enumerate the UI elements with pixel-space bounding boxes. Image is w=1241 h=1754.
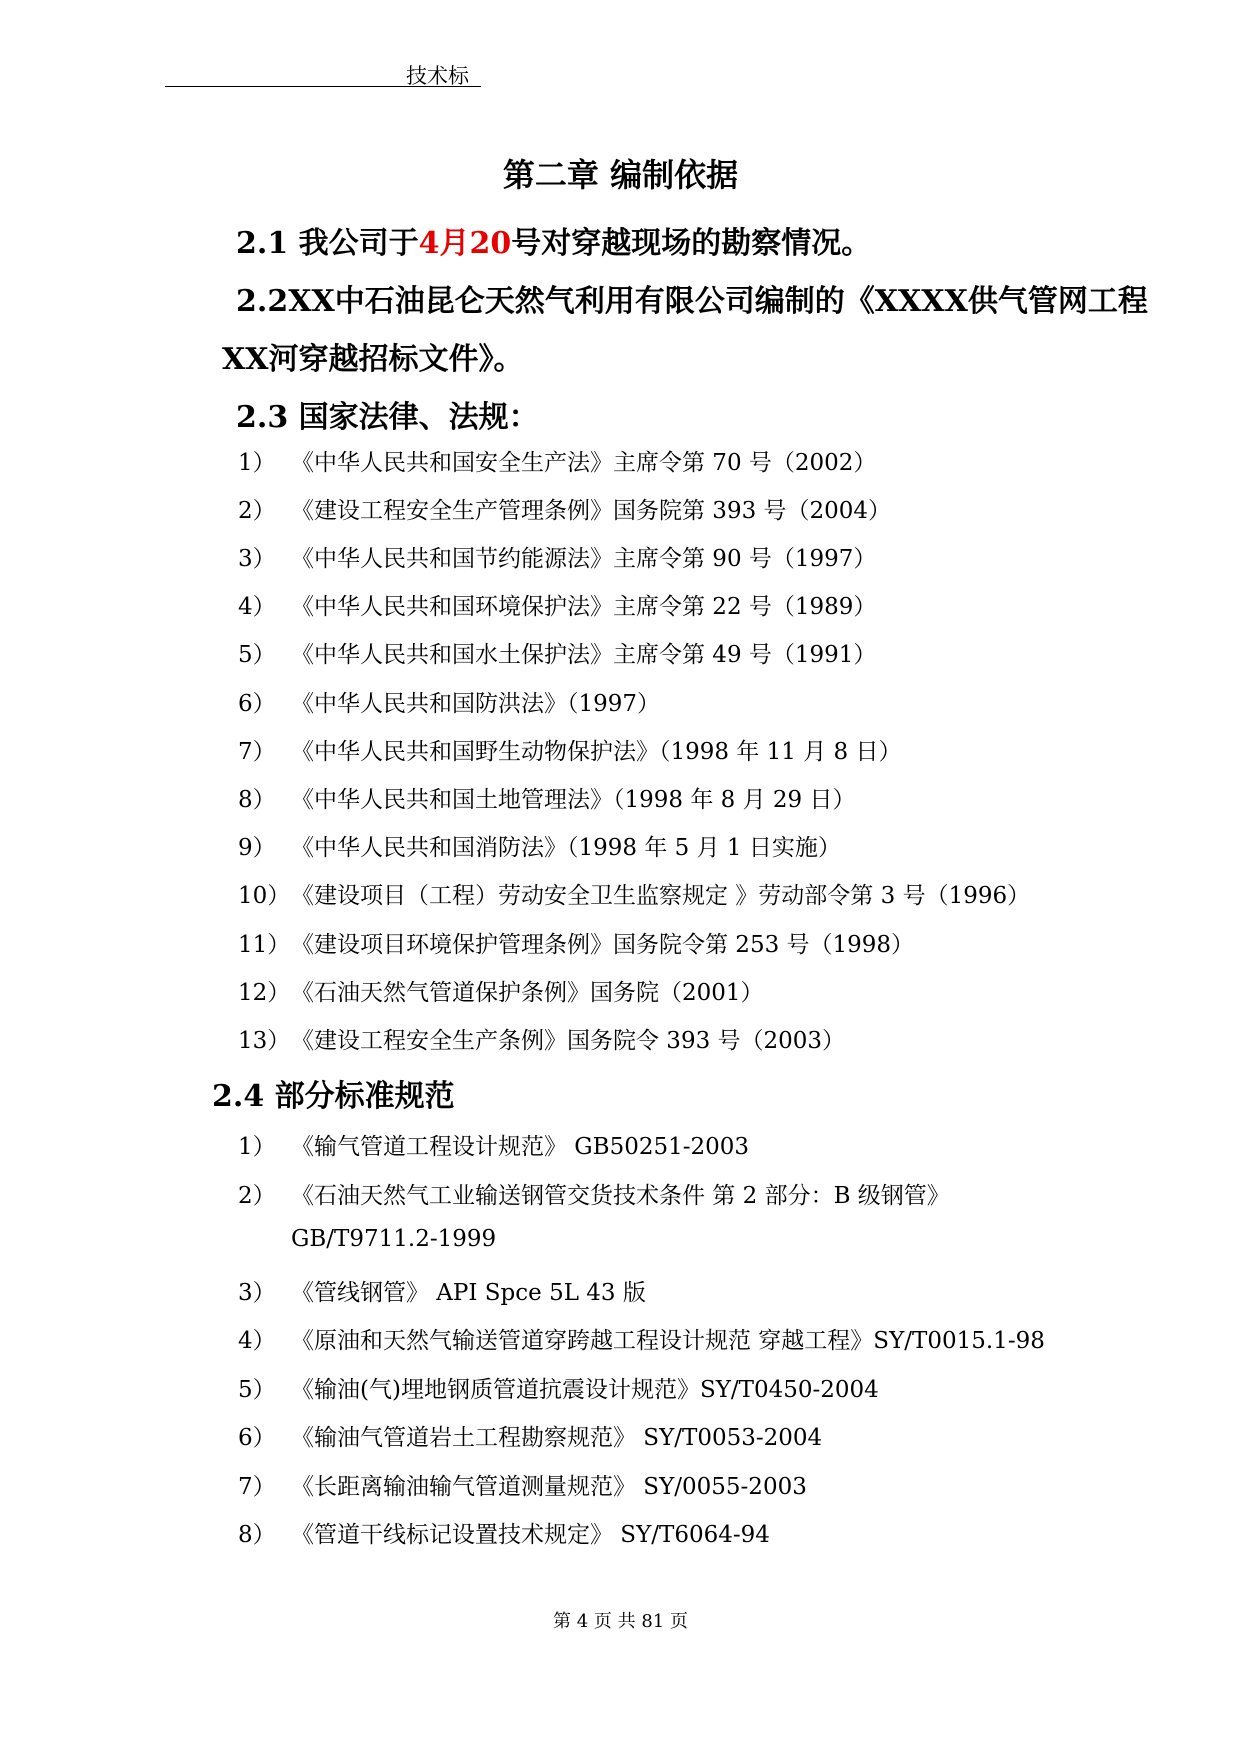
page-footer: 第 4 页 共 81 页	[553, 1611, 688, 1632]
list-item	[238, 1468, 807, 1501]
list-item	[238, 829, 841, 862]
item-number: 6）	[238, 691, 276, 717]
section-2-2-line1: 2.2XX中石油昆仑天然气利用有限公司编制的《XXXX供气管网工程	[236, 284, 1148, 319]
list-item	[238, 588, 876, 621]
list-item	[238, 1226, 496, 1252]
item-number: 10）	[238, 883, 291, 909]
list-item	[238, 492, 891, 525]
item-text: 《中华人民共和国野生动物保护法》（1998 年 11 月 8 日）	[291, 739, 902, 765]
item-text: 《石油天然气管道保护条例》国务院（2001）	[291, 980, 764, 1006]
section-2-4-heading: 2.4 部分标准规范	[212, 1079, 455, 1114]
item-text: 《输油(气)埋地钢质管道抗震设计规范》SY/T0450-2004	[291, 1377, 879, 1403]
item-text: 《输气管道工程设计规范》 GB50251-2003	[291, 1134, 750, 1160]
item-text: 《建设项目（工程）劳动安全卫生监察规定 》劳动部令第 3 号（1996）	[291, 883, 1031, 909]
item-text: 《中华人民共和国安全生产法》主席令第 70 号（2002）	[291, 450, 877, 476]
list-item	[238, 444, 876, 477]
header-text: 技术标	[406, 64, 469, 88]
item-text: 《管道干线标记设置技术规定》 SY/T6064-94	[291, 1522, 770, 1548]
item-text: 《中华人民共和国防洪法》（1997）	[291, 691, 661, 717]
list-item	[238, 1274, 646, 1307]
section-2-2-line2: XX河穿越招标文件》。	[222, 342, 524, 377]
section-2-3-heading: 2.3 国家法律、法规：	[236, 400, 539, 435]
item-text: 《中华人民共和国环境保护法》主席令第 22 号（1989）	[291, 594, 877, 620]
item-number: 3）	[238, 1280, 276, 1306]
item-text: 《长距离输油输气管道测量规范》 SY/0055-2003	[291, 1474, 807, 1500]
item-number: 2）	[238, 498, 276, 524]
list-item	[238, 926, 914, 959]
item-text: 《建设工程安全生产条例》国务院令 393 号（2003）	[291, 1028, 846, 1054]
item-number: 9）	[238, 835, 276, 861]
item-number: 8）	[238, 787, 276, 813]
item-number: 7）	[238, 739, 276, 765]
list-item	[238, 733, 902, 766]
item-number: 3）	[238, 546, 276, 572]
item-text: 《输油气管道岩土工程勘察规范》 SY/T0053-2004	[291, 1425, 823, 1451]
section-2-1-suffix: 号对穿越现场的勘察情况。	[511, 226, 872, 261]
list-item	[238, 1371, 879, 1404]
list-item	[238, 781, 856, 814]
item-number: 8）	[238, 1522, 276, 1548]
item-text: 《石油天然气工业输送钢管交货技术条件 第 2 部分：B 级钢管》	[291, 1183, 950, 1209]
list-item	[238, 540, 876, 573]
item-number: 4）	[238, 594, 276, 620]
item-text: 《中华人民共和国消防法》（1998 年 5 月 1 日实施）	[291, 835, 841, 861]
item-number: 4）	[238, 1328, 276, 1354]
item-text: 《建设项目环境保护管理条例》国务院令第 253 号（1998）	[291, 932, 915, 958]
list-item	[238, 1128, 749, 1161]
list-item	[238, 685, 660, 718]
list-item	[238, 974, 764, 1007]
item-text: 《管线钢管》 API Spce 5L 43 版	[291, 1280, 646, 1306]
list-item	[238, 1516, 770, 1549]
item-number: 7）	[238, 1474, 276, 1500]
list-item	[238, 1177, 950, 1210]
list-item	[238, 877, 1030, 910]
item-number: 2）	[238, 1183, 276, 1209]
item-number: 5）	[238, 1377, 276, 1403]
item-text: 《中华人民共和国节约能源法》主席令第 90 号（1997）	[291, 546, 877, 572]
item-number: 6）	[238, 1425, 276, 1451]
item-number: 11）	[238, 932, 291, 958]
chapter-title: 第二章 编制依据	[502, 156, 739, 194]
list-item	[238, 636, 876, 669]
section-2-1	[236, 218, 871, 262]
item-text: 《建设工程安全生产管理条例》国务院第 393 号（2004）	[291, 498, 892, 524]
item-number: 13）	[238, 1028, 291, 1054]
list-item	[238, 1419, 822, 1452]
item-number: 5）	[238, 642, 276, 668]
item-number: 12）	[238, 980, 291, 1006]
section-2-1-prefix: 2.1 我公司于	[236, 226, 419, 261]
item-text: 《中华人民共和国土地管理法》（1998 年 8 月 29 日）	[291, 787, 856, 813]
item-text: 《中华人民共和国水土保护法》主席令第 49 号（1991）	[291, 642, 877, 668]
item-number: 1）	[238, 1134, 276, 1160]
item-number: 1）	[238, 450, 276, 476]
item-text: 《原油和天然气输送管道穿跨越工程设计规范 穿越工程》SY/T0015.1-98	[291, 1328, 1045, 1354]
section-2-1-date: 4月20	[418, 226, 512, 261]
page-header	[165, 56, 481, 87]
list-item	[238, 1022, 845, 1055]
item-text: GB/T9711.2-1999	[291, 1226, 497, 1252]
list-item	[238, 1322, 1045, 1355]
